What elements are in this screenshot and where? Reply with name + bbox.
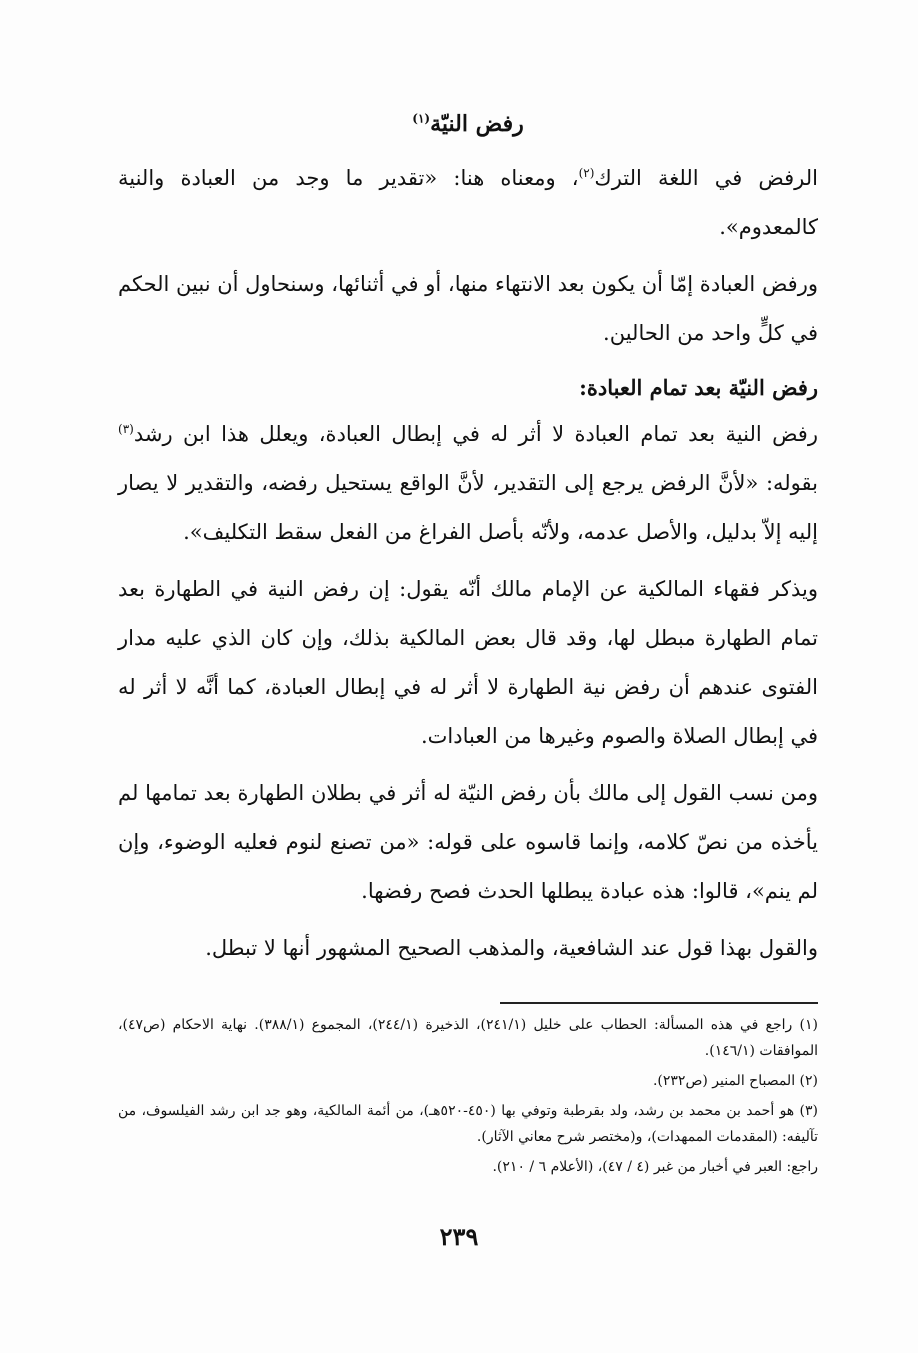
paragraph-definition (118, 154, 818, 252)
paragraph-cases: ورفض العبادة إمّا أن يكون بعد الانتهاء منها، أو في أثنائها، وسنحاول أن نبين الحكم في كلٍّ واحد من الحالين. (118, 272, 818, 345)
footnotes (118, 1012, 818, 1184)
paragraph-maliki: ويذكر فقهاء المالكية عن الإمام مالك أنّه يقول: إن رفض النية في الطهارة بعد تمام الطهارة مبطل لها، وقد قال بعض المالكية بذلك، وإن كان الذي عليه مدار الفتوى عندهم أن رفض نية الطهارة لا أثر له في إبطال العبادة، كما أنَّه لا أثر له في إبطال الصلاة والصوم وغيرها من العبادات. (118, 577, 818, 748)
footnote-3-refs: راجع: العبر في أخبار من غبر (٤ / ٤٧)، (الأعلام ٦ / ٢١٠). (492, 1159, 818, 1175)
paragraph-attribution: ومن نسب القول إلى مالك بأن رفض النيّة له أثر في بطلان الطهارة بعد تمامها لم يأخذه من نصّ كلامه، وإنما قاسوه على قوله: «من تصنع لنوم فعليه الوضوء، وإن لم ينم»، قالوا: هذه عبادة يبطلها الحدث فصح رفضها. (118, 781, 818, 903)
paragraph-ibn-rushd-end: بقوله: «لأنَّ الرفض يرجع إلى التقدير، لأنَّ الواقع يستحيل رفضه، والتقدير لا يصار إليه إلاّ بدليل، والأصل عدمه، ولأنّه بأصل الفراغ من الفعل سقط التكليف». (118, 471, 818, 544)
paragraph-ibn-rushd (118, 410, 818, 557)
page-number: ٢٣٩ (439, 1222, 479, 1251)
footnote-separator (500, 1002, 818, 1004)
paragraph-definition-start: الرفض في اللغة الترك (594, 166, 818, 190)
footnote-1: (١) راجع في هذه المسألة: الحطاب على خليل (٢٤١/١)، الذخيرة (٢٤٤/١)، المجموع (٣٨٨/١). نهاية الاحكام (ص٤٧)، الموافقات (١٤٦/١). (118, 1017, 818, 1059)
footnote-ref-3: (٣) (118, 422, 134, 436)
paragraph-definition-end: ، ومعناه هنا: «تقدير ما وجد من العبادة والنية كالمعدوم». (118, 166, 818, 239)
page-title (118, 104, 818, 144)
paragraph-shafii: والقول بهذا قول عند الشافعية، والمذهب الصحيح المشهور أنها لا تبطل. (205, 936, 818, 960)
main-text (118, 104, 818, 981)
paragraph-ibn-rushd-start: رفض النية بعد تمام العبادة لا أثر له في إبطال العبادة، ويعلل هذا ابن رشد (133, 422, 818, 446)
section-heading: رفض النيّة بعد تمام العبادة: (579, 375, 818, 400)
footnote-2: (٢) المصباح المنير (ص٢٣٢). (652, 1073, 818, 1089)
title-note-ref: (١) (412, 111, 431, 126)
footnote-3: (٣) هو أحمد بن محمد بن رشد، ولد بقرطبة وتوفي بها (٤٥٠-٥٢٠هـ)، من أئمة المالكية، وهو جد ابن رشد الفيلسوف، من تآليفه: (المقدمات الممهدات)، و(مختصر شرح معاني الآثار). (118, 1103, 818, 1145)
footnote-ref-2: (٢) (578, 166, 595, 180)
title-text: رفض النيّة (430, 111, 524, 137)
